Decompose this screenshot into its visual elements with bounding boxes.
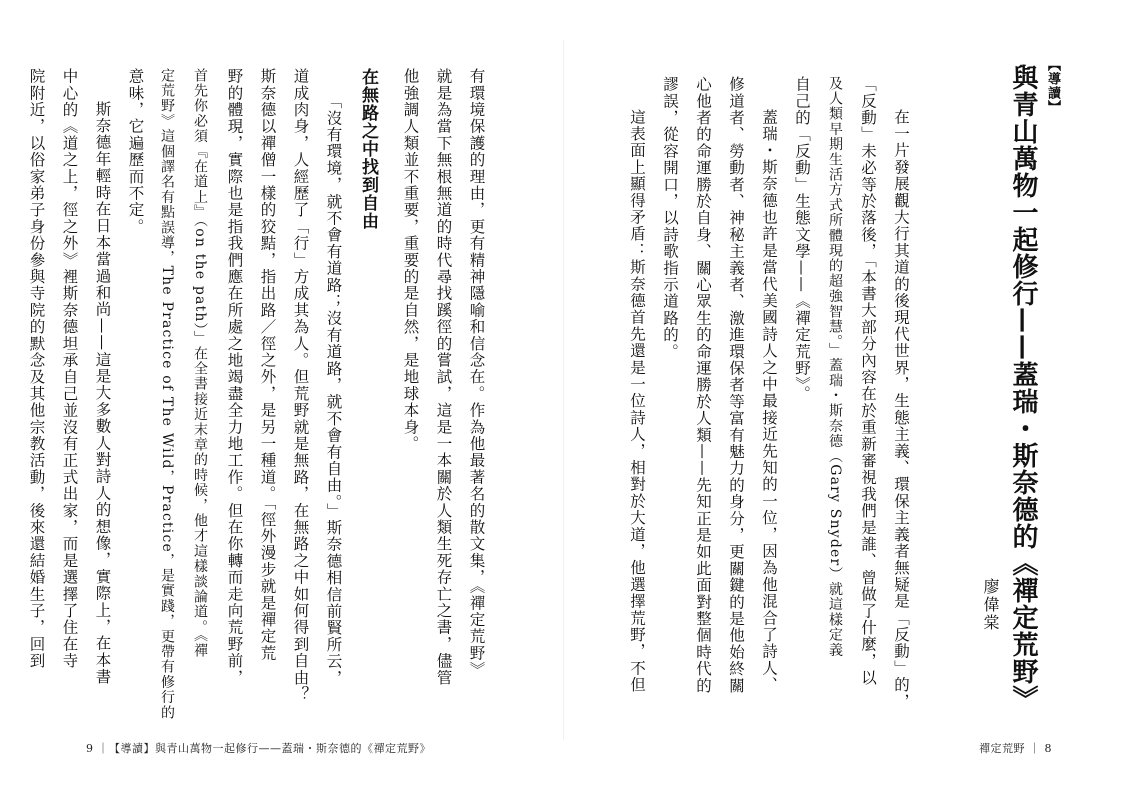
- right-body-line: 「反動」未必等於落後，「本書大部分內容在於重新審視我們是誰、曾做了什麼，以: [859, 76, 877, 687]
- right-body-line: 蓋瑞・斯奈德也許是當代美國詩人之中最接近先知的一位，因為他混合了詩人、: [760, 92, 778, 694]
- page-gutter: [563, 40, 564, 740]
- left-body-line: 意味，它遍歷而不定。: [126, 68, 145, 235]
- chapter-title: 與青山萬物一起修行——蓋瑞・斯奈德的《禪定荒野》: [1008, 64, 1038, 712]
- right-page-footer: 禪定荒野 ｜ 8: [979, 742, 1052, 755]
- right-body-line: 修道者、勞動者、神秘主義者、激進環保者等富有魅力的身分，更關鍵的是他始終關: [727, 76, 745, 694]
- right-body-line: 及人類早期生活方式所體現的超強智慧。」蓋瑞・斯奈德（Gary Snyder）就這樣定義: [827, 76, 843, 658]
- left-page-footer: 9 ｜【導讀】與青山萬物一起修行——蓋瑞・斯奈德的《禪定荒野》: [86, 742, 431, 755]
- left-body-line: 就是為當下無根無道的時代尋找蹊徑的嘗試，這是一本關於人類生死存亡之書，儘管: [434, 68, 453, 686]
- left-body-line: 定荒野》這個譯名有點誤導，The Practice of The Wild，Practice，是實踐，更帶有修行的: [159, 68, 175, 721]
- left-body-line: 道成肉身，人經歷了「行」方成其為人。但荒野就是無路，在無路之中如何得到自由？: [291, 68, 310, 703]
- left-body-line: 斯奈德以禪僧一樣的狡黠，指出路／徑之外，是另一種道。「徑外漫步就是禪定荒: [258, 68, 277, 662]
- left-body-line: 他強調人類並不重要，重要的是自然，是地球本身。: [401, 68, 420, 453]
- left-body-line: 首先你必須『在道上』（on the path）」在全書接近末章的時候，他才這樣談論道。《禪: [192, 68, 208, 659]
- right-body-line: 自己的「反動」生態文學——《禪定荒野》。: [793, 76, 811, 403]
- left-body-line: 「沒有環境，就不會有道路；沒有道路，就不會有自由。」斯奈德相信前賢所云，: [324, 84, 343, 687]
- left-body-line: 有環境保護的理由，更有精神隱喻和信念在。作為他最著名的散文集，《禪定荒野》: [467, 68, 486, 679]
- left-body-line: 野的體現，實際也是指我們應在所處之地竭盡全力地工作。但在你轉而走向荒野前，: [225, 68, 244, 686]
- section-label: 【導讀】: [1045, 58, 1060, 114]
- left-body-line: 中心的《道之上，徑之外》裡斯奈德坦承自己並沒有正式出家，而是選擇了住在寺: [60, 68, 79, 670]
- left-body-line: 斯奈德年輕時在日本當過和尚——這是大多數人對詩人的想像，實際上，在本書: [93, 84, 112, 686]
- author-name: 廖偉棠: [981, 578, 1000, 632]
- section-heading: 在無路之中找到自由: [358, 68, 378, 230]
- right-body-line: 謬誤，從容開口，以詩歌指示道路的。: [661, 76, 679, 360]
- right-body-line: 在一片發展觀大行其道的後現代世界，生態主義、環保主義者無疑是「反動」的，: [892, 92, 910, 710]
- right-body-line: 心他者的命運勝於自身、關心眾生的命運勝於人類——先知正是如此面對整個時代的: [694, 76, 712, 694]
- right-body-line: 這表面上顯得矛盾：斯奈德首先還是一位詩人，相對於大道，他選擇荒野，不但: [628, 92, 646, 694]
- left-body-line: 院附近，以俗家弟子身份參與寺院的默念及其他宗教活動，後來還結婚生子，回到: [27, 68, 46, 670]
